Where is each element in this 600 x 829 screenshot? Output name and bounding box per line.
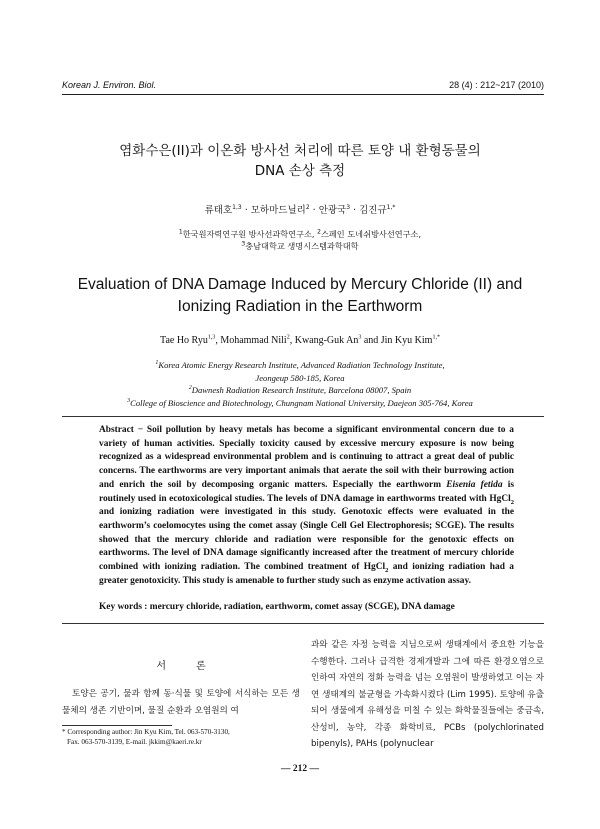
- abstract-bottom-rule: [62, 623, 544, 624]
- korean-affiliations: [60, 228, 540, 252]
- abstract-text-1: Abstract − Soil pollution by heavy metals has become a significant environmental concern due to a variety of human activities. Specially toxicity caused by excessive mercury exposure is now being recognized as a widespread environmental problem and is continuing to attract a great deal of public concerns. The earthworms are very important animals that aerate the soil with their burrowing action and enrich the soil by decomposing organic matters. Especially the earthworm: [99, 425, 514, 490]
- subscript: 2: [385, 566, 389, 574]
- ko-aff-2: 스페인 도네쉬방사선연구소,: [320, 229, 422, 239]
- ko-author-3: 안광국: [318, 205, 347, 216]
- intro-text-right: 과와 같은 자정 능력을 지님으로써 생태계에서 중요한 기능을 수행한다. 그러나 급격한 경제개발과 그에 따른 환경오염으로 인하여 자연의 정화 능력을 넘는 오염원이 발생하였고 이는 자연 생태계의 불균형을 가속화시켰다 (Lim 1995). 토양에 유출되어 생물에게 유해성을 미칠 수 있는 화학물질들에는 중금속, 산성비, 농약, 각종 화학비료, PCBs (polychlorinated bipenyls), PAHs (polynuclear: [311, 640, 544, 749]
- ko-aff-line2: [60, 240, 540, 252]
- abstract: [99, 424, 514, 588]
- ko-sep: ·: [241, 205, 251, 216]
- ko-author-2-sup: 2: [305, 203, 310, 211]
- keywords: Key words : mercury chloride, radiation, earthworm, comet assay (SCGE), DNA damage: [99, 602, 455, 612]
- ko-aff-1: 한국원자력연구원 방사선과학연구소,: [182, 229, 318, 239]
- ko-aff-sup: 1: [178, 228, 183, 236]
- ko-aff-sup: 3: [241, 240, 246, 248]
- korean-title: [60, 141, 540, 181]
- en-aff-line4: [40, 397, 560, 410]
- en-author-sup: 2: [286, 334, 290, 341]
- en-author-1: Tae Ho Ryu: [160, 335, 208, 346]
- en-author-4: and Jin Kyu Kim: [361, 335, 433, 346]
- en-author-3: , Kwang-Guk An: [289, 335, 359, 346]
- en-author-sup: 1,3: [207, 334, 216, 341]
- en-aff-sup: 2: [188, 385, 192, 392]
- english-title: [40, 274, 560, 318]
- ko-author-1-sup: 1,3: [232, 203, 242, 211]
- en-aff-1: Korea Atomic Energy Research Institute, Advanced Radiation Technology Institute,: [158, 360, 445, 370]
- en-aff-line3: [40, 384, 560, 397]
- ko-author-4-sup: 1,*: [386, 203, 396, 211]
- en-aff-line1: [40, 359, 560, 372]
- en-author-sup: 3: [358, 334, 362, 341]
- korean-title-line1: 염화수은(II)과 이온화 방사선 처리에 따른 토양 내 환형동물의: [119, 143, 481, 159]
- en-aff-3: College of Bioscience and Biotechnology, Chungnam National University, Daejeon 305-764, Korea: [130, 397, 473, 408]
- en-author-sup: 1,*: [432, 334, 440, 341]
- footnote-line2: Fax. 063-570-3139, E-mail. jkkim@kaeri.re.kr: [67, 737, 202, 746]
- running-header: [62, 78, 544, 95]
- journal-name: Korean J. Environ. Biol.: [62, 80, 157, 90]
- ko-aff-line1: [60, 228, 540, 240]
- ko-author-3-sup: 3: [346, 203, 351, 211]
- english-authors: [60, 335, 540, 346]
- ko-author-1: 류태호: [204, 205, 233, 216]
- intro-text-left: 토양은 공기, 물과 함께 동·식물 및 토양에 서식하는 모든 생물체의 생존 기반이며, 물질 순환과 오염원의 여: [62, 689, 300, 716]
- korean-title-line2: DNA 손상 측정: [254, 163, 346, 179]
- english-title-line1: Evaluation of DNA Damage Induced by Mercury Chloride (II) and: [77, 276, 523, 293]
- ko-aff-3: 충남대학교 생명시스템과학대학: [245, 241, 359, 251]
- korean-authors: [60, 202, 540, 216]
- ko-sep: ·: [309, 205, 319, 216]
- ko-author-2: 모하마드닐리: [250, 205, 306, 216]
- left-column: [62, 657, 300, 719]
- footnote: [62, 728, 300, 747]
- en-aff-sup: 1: [155, 360, 159, 367]
- abstract-top-rule: [62, 416, 544, 417]
- footnote-line1: * Corresponding author: Jin Kyu Kim, Tel. 063-570-3130,: [62, 728, 230, 736]
- section-heading: 서론: [156, 661, 236, 672]
- ko-author-4: 김진규: [359, 205, 387, 216]
- subscript: 2: [510, 498, 514, 506]
- en-aff-2: Dawnesh Radiation Research Institute, Barcelona 08007, Spain: [191, 385, 412, 395]
- en-aff-sup: 3: [127, 397, 131, 404]
- abstract-text-3: and ionizing radiation were investigated in this study. Genotoxic effects were evaluated in the earthworm’s coelomocytes using the comet assay (Single Cell Gel Electrophoresis; SCGE). The results showed that the mercury chloride and radiation were responsible for the genotoxic effects on earthworms. The level of DNA damage significantly increased after the treatment of mercury chloride combined with ionizing radiation. The combined treatment of HgCl: [99, 507, 514, 573]
- volume-pages: 28 (4) : 212~217 (2010): [449, 80, 544, 90]
- abstract-text-4: and ionizing radiation had a greater genotoxicity. This study is amenable to further study such as enzyme activation assay.: [99, 562, 514, 586]
- page-number: — 212 —: [281, 764, 319, 774]
- en-author-2: , Mohammad Nili: [215, 335, 287, 346]
- english-title-line2: Ionizing Radiation in the Earthworm: [177, 298, 423, 315]
- ko-aff-sup: 2: [317, 228, 321, 236]
- ko-sep: ·: [350, 205, 360, 216]
- abstract-text-2: is routinely used in ecotoxicological studies. The levels of DNA damage in earthworms treated with HgCl: [99, 479, 514, 504]
- species-name: Eisenia fetida: [446, 479, 503, 490]
- en-aff-line2: Jeongeup 580-185, Korea: [255, 372, 345, 383]
- footnote-rule: [62, 725, 172, 726]
- english-affiliations: [40, 359, 560, 409]
